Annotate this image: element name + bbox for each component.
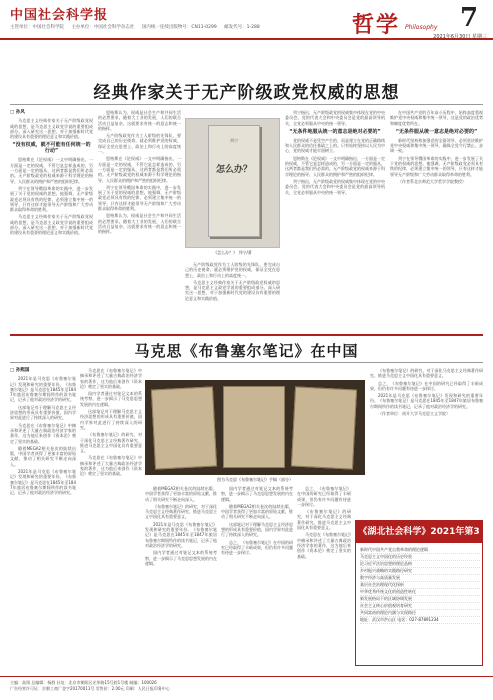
manuscript-page [151, 386, 217, 469]
paragraph: 列宁在领导俄国革命的实践中，进一步发展了关于党的权威的思想。他强调，无产阶级政党必须具有铁的纪律，必须建立集中统一的领导，只有这样才能领导无产阶级和广大劳动群众取得革命的胜利。 [390, 155, 483, 177]
contents-item: 乡村振兴战略的实践路径研究 [360, 568, 480, 575]
author-note: （作者系北京师范大学哲学学院教授） [398, 178, 466, 184]
paragraph: 马克思主义经典作家关于无产阶级政党权威的思想，是马克思主义政党学说的重要组成部分。深入研究这一思想，对于加强新时代党的建设具有重要的理论意义和实践价值。 [185, 279, 280, 301]
paragraph: 随着MEGA2相关卷次的陆续出版，中国学者获得了更加丰富的原始文献，推动了相关研究不断走向深入。 [145, 486, 217, 502]
issue-date: 2021年6月30日 星期三 [433, 34, 487, 40]
paragraph: 马克思在《布鲁塞尔笔记》中摘录和评述了大量古典政治经济学家的著作，这为他后来创作《资本论》奠定了坚实的基础。 [80, 455, 142, 477]
contents-item: 共同富裕的理论内涵与实现路径 [360, 610, 480, 617]
article2-column-5 [297, 486, 351, 670]
section-title-en: Philosophy [405, 24, 438, 31]
paragraph: 总之，《布鲁塞尔笔记》在中国的研究已经取得了丰硕成果，但仍有许多问题有待进一步探讨。 [370, 380, 483, 391]
divider [10, 104, 483, 105]
manuscript-photo [145, 380, 365, 475]
divider [10, 362, 483, 363]
article1-column-5 [390, 110, 483, 332]
paragraph: 列宁在领导俄国革命的实践中，进一步发展了关于党的权威的思想。他强调，无产阶级政党必须具有铁的纪律，必须建立集中统一的领导，只有这样才能领导无产阶级和广大劳动群众取得革命的胜利。 [98, 184, 181, 212]
page-number: 7 [460, 3, 479, 33]
contents-item: 新时代中国共产党自我革命的理论逻辑 [360, 547, 480, 554]
masthead [0, 0, 493, 40]
paragraph: 国内学者通过对笔记文本的系统考察，进一步揭示了马克思思想发展的内在逻辑。 [80, 391, 142, 407]
paragraph: 党的权威不是凭空产生的，而是建立在党的正确路线和人民群众的信任基础之上的。只有始终坚持以人民为中心，党的权威才能牢固树立。 [285, 137, 385, 154]
contents-item: 基层社会治理现代化探析 [360, 582, 480, 589]
contents-item: 论习近平法治思想的理论品格 [360, 561, 480, 568]
paragraph: 新时代坚持和加强党的全面领导，必须坚决维护党中央权威和集中统一领导，确保全党令行禁止、步调一致。 [390, 137, 483, 154]
article2-headline: 马克思《布鲁塞尔笔记》在中国 [134, 342, 359, 360]
paragraph: 马克思在《布鲁塞尔笔记》中摘录和评述了大量古典政治经济学家的著作，这为他后来创作《资本论》奠定了坚实的基础。 [10, 422, 76, 444]
paragraph: 马克思主义经典作家关于无产阶级政党权威的思想，是马克思主义政党学说的重要组成部分。深入研究这一思想，对于加强新时代党的建设具有重要的理论意义和实践价值。 [10, 214, 93, 236]
paragraph: 国内学者通过对笔记文本的系统考察，进一步揭示了马克思思想发展的内在逻辑。 [221, 486, 293, 502]
contents-item: 数字经济与高质量发展 [360, 575, 480, 582]
paragraph: 恩格斯认为，权威是社会生产和共同生活的必然要求。随着大工业的发展，人们的联合活动日益复杂，这就要求有统一的意志和统一的指挥。 [98, 213, 181, 235]
paragraph: 总之，《布鲁塞尔笔记》在中国的研究已经取得了丰硕成果，但仍有许多问题有待进一步探讨。 [221, 539, 293, 556]
info-item: 邮发代号：1-288 [224, 25, 260, 30]
paragraph: 马克思在《布鲁塞尔笔记》中摘录和评述了大量古典政治经济学家的著作，这为他后来创作《资本论》奠定了坚实的基础。 [297, 532, 351, 559]
masthead-info [10, 24, 260, 30]
paragraph: 无产阶级政党作为工人阶级的先锋队，要完成自己的历史使命，就必须维护党的权威，保证全党在思想上、政治上和行动上的高度统一。 [185, 262, 280, 278]
article1-headline: 经典作家关于无产阶级政党权威的思想 [93, 83, 400, 103]
footer-line: 主编：高翔 总编辑：杨群 社址：北京市朝阳区光华路15号院1号楼 邮编：100026 [10, 680, 157, 685]
paragraph: 在中国共产党的百年奋斗历程中，始终高度重视维护党中央权威和集中统一领导，这是党的政治优势和制度优势所在。 [390, 110, 483, 126]
paragraph: 《布鲁塞尔笔记》的研究，对于深化马克思主义经典著作研究、推进马克思主义中国化具有重要意义。 [80, 432, 142, 454]
article1-column-2 [98, 110, 181, 332]
article2-column-4 [221, 486, 293, 670]
paragraph: 2021年是马克思《布鲁塞尔笔记》发现和研究的重要年份。《布鲁塞尔笔记》是马克思在1845年至1847年旅居布鲁塞尔期间所作的读书笔记，记录了他对政治经济学的研究。 [10, 469, 76, 496]
journal-contents-title: 《湖北社会科学》2021年第3期目录 [356, 521, 482, 543]
page-footer [0, 676, 493, 700]
info-item: 主办单位：中国社会科学杂志社 [71, 25, 135, 30]
paragraph: 马克思主义经典作家关于无产阶级政党权威的思想，是马克思主义政党学说的重要组成部分。深入研究这一思想，对于加强新时代党的建设具有重要的理论意义和实践价值。 [10, 118, 93, 140]
book-cover-image [185, 118, 280, 248]
paragraph: 马克思在《布鲁塞尔笔记》中摘录和评述了大量古典政治经济学家的著作，这为他后来创作《资本论》奠定了坚实的基础。 [80, 368, 142, 389]
paragraph: 列宁指出，无产阶级政党的权威集中体现在党的中央委员会。党的代表大会和中央委员会是党的最高领导机关，全党必须服从中央的统一领导。 [285, 110, 385, 126]
paragraph: 《布鲁塞尔笔记》的研究，对于深化马克思主义经典著作研究、推进马克思主义中国化具有重要意义。 [370, 368, 483, 379]
manuscript-page [291, 386, 357, 469]
article2-column-2 [80, 368, 142, 670]
contents-item: 马克思主义中国化的历史经验 [360, 554, 480, 561]
paragraph: 这部笔记对于理解马克思主义经济思想的形成具有重要价值，国内学界对此进行了持续深入的研究。 [80, 409, 142, 430]
paragraph: 恩格斯在《论权威》一文中明确指出，一方面是一定的权威，不管它是怎样造成的，另一方面是一定的服从，这两者都是我们所必需的。无产阶级政党的权威来源于科学理论的指导、人民群众的拥护和严密的组织纪律。 [10, 157, 93, 184]
paragraph: 随着MEGA2相关卷次的陆续出版，中国学者获得了更加丰富的原始文献，推动了相关研究不断走向深入。 [10, 445, 76, 467]
image-caption: 图为马克思《布鲁塞尔笔记》手稿（部分） [217, 477, 293, 482]
footer-line: 广告经营许可证：京朝工商广登字20170011号 零售价：2.00元 印刷：人民日报印务中心 [10, 685, 170, 691]
book-cover [208, 125, 260, 237]
article2-byline: □ 孙熙国 [10, 368, 30, 373]
journal-contents-list [360, 547, 480, 624]
paragraph: 无产阶级政党作为工人阶级的先锋队，要完成自己的历史使命，就必须维护党的权威，保证全党在思想上、政治上和行动上的高度统一。 [98, 133, 181, 155]
contents-item: 中华优秀传统文化的创造性转化 [360, 589, 480, 596]
article2-column-6 [370, 368, 483, 514]
info-item: 国内统一连续出版物号：CN11-0299 [141, 25, 217, 30]
paragraph: 恩格斯认为，权威是社会生产和共同生活的必然要求。随着大工业的发展，人们的联合活动日益复杂，这就要求有统一的意志和统一的指挥。 [98, 110, 181, 131]
paragraph: 2021年是马克思《布鲁塞尔笔记》发现和研究的重要年份。《布鲁塞尔笔记》是马克思在1845年至1847年旅居布鲁塞尔期间所作的读书笔记，记录了他对政治经济学的研究。 [10, 376, 76, 403]
author-note: （作者单位：南开大学马克思主义学院） [378, 411, 450, 417]
paragraph: 2021年是马克思《布鲁塞尔笔记》发现和研究的重要年份。《布鲁塞尔笔记》是马克思在1845年至1847年旅居布鲁塞尔期间所作的读书笔记，记录了他对政治经济学的研究。 [370, 393, 483, 409]
manuscript-page [223, 386, 285, 468]
article1-column-1 [10, 110, 93, 332]
image-caption: 《怎么办？》 列宁/著 [213, 250, 252, 255]
paragraph: 这部笔记对于理解马克思主义经济思想的形成具有重要价值，国内学界对此进行了持续深入的研究。 [221, 521, 293, 538]
paragraph: 国内学者通过对笔记文本的系统考察，进一步揭示了马克思思想发展的内在逻辑。 [145, 550, 217, 566]
article1-subhead-a: “没有权威，就不可能有任何统一的行动” [12, 142, 91, 155]
paragraph: 总之，《布鲁塞尔笔记》在中国的研究已经取得了丰硕成果，但仍有许多问题有待进一步探讨。 [297, 486, 351, 507]
book-title: 怎么办？ [215, 165, 252, 175]
article1-byline: □ 孙风 [10, 110, 25, 115]
contents-item: 新发展格局下的区域协调发展 [360, 596, 480, 603]
article1-subhead-c: “无条件服从统一意志是绝对必要的” [395, 128, 478, 135]
info-item: 主管单位：中国社会科学院 [10, 25, 64, 30]
contents-item: 地址：武汉市洪山区 电话：027-87891234 [360, 617, 480, 624]
book-author: 列宁 [230, 138, 238, 143]
paragraph: 《布鲁塞尔笔记》的研究，对于深化马克思主义经典著作研究、推进马克思主义中国化具有重要意义。 [145, 503, 217, 520]
paragraph: 2021年是马克思《布鲁塞尔笔记》发现和研究的重要年份。《布鲁塞尔笔记》是马克思在1845年至1847年旅居布鲁塞尔期间所作的读书笔记，记录了他对政治经济学的研究。 [145, 521, 217, 548]
article2-column-1 [10, 368, 76, 670]
paragraph: 列宁指出，无产阶级政党的权威集中体现在党的中央委员会。党的代表大会和中央委员会是党的最高领导机关，全党必须服从中央的统一领导。 [285, 178, 385, 195]
paragraph: 《布鲁塞尔笔记》的研究，对于深化马克思主义经典著作研究、推进马克思主义中国化具有重要意义。 [297, 509, 351, 531]
article2-column-3 [145, 486, 217, 670]
section-divider [10, 334, 483, 336]
contents-item: 社会主义核心价值观培育研究 [360, 603, 480, 610]
paragraph: 列宁在领导俄国革命的实践中，进一步发展了关于党的权威的思想。他强调，无产阶级政党必须具有铁的纪律，必须建立集中统一的领导，只有这样才能领导无产阶级和广大劳动群众取得革命的胜利。 [10, 185, 93, 213]
journal-contents-box [355, 520, 483, 666]
paragraph: 恩格斯在《论权威》一文中明确指出，一方面是一定的权威，不管它是怎样造成的，另一方面是一定的服从，这两者都是我们所必需的。无产阶级政党的权威来源于科学理论的指导、人民群众的拥护和严密的组织纪律。 [285, 155, 385, 177]
paragraph: 恩格斯在《论权威》一文中明确指出，一方面是一定的权威，不管它是怎样造成的，另一方面是一定的服从，这两者都是我们所必需的。无产阶级政党的权威来源于科学理论的指导、人民群众的拥护和严密的组织纪律。 [98, 156, 181, 183]
article1-subhead-b: “无条件地服从统一的意志是绝对必要的” [289, 128, 381, 135]
paragraph: 随着MEGA2相关卷次的陆续出版，中国学者获得了更加丰富的原始文献，推动了相关研究不断走向深入。 [221, 503, 293, 520]
newspaper-logo: 中国社会科学报 [10, 8, 109, 23]
section-title: 哲学 [352, 13, 401, 38]
article1-column-4 [285, 110, 385, 332]
paragraph: 这部笔记对于理解马克思主义经济思想的形成具有重要价值，国内学界对此进行了持续深入的研究。 [10, 404, 76, 421]
article1-column-3-lower [185, 262, 280, 332]
